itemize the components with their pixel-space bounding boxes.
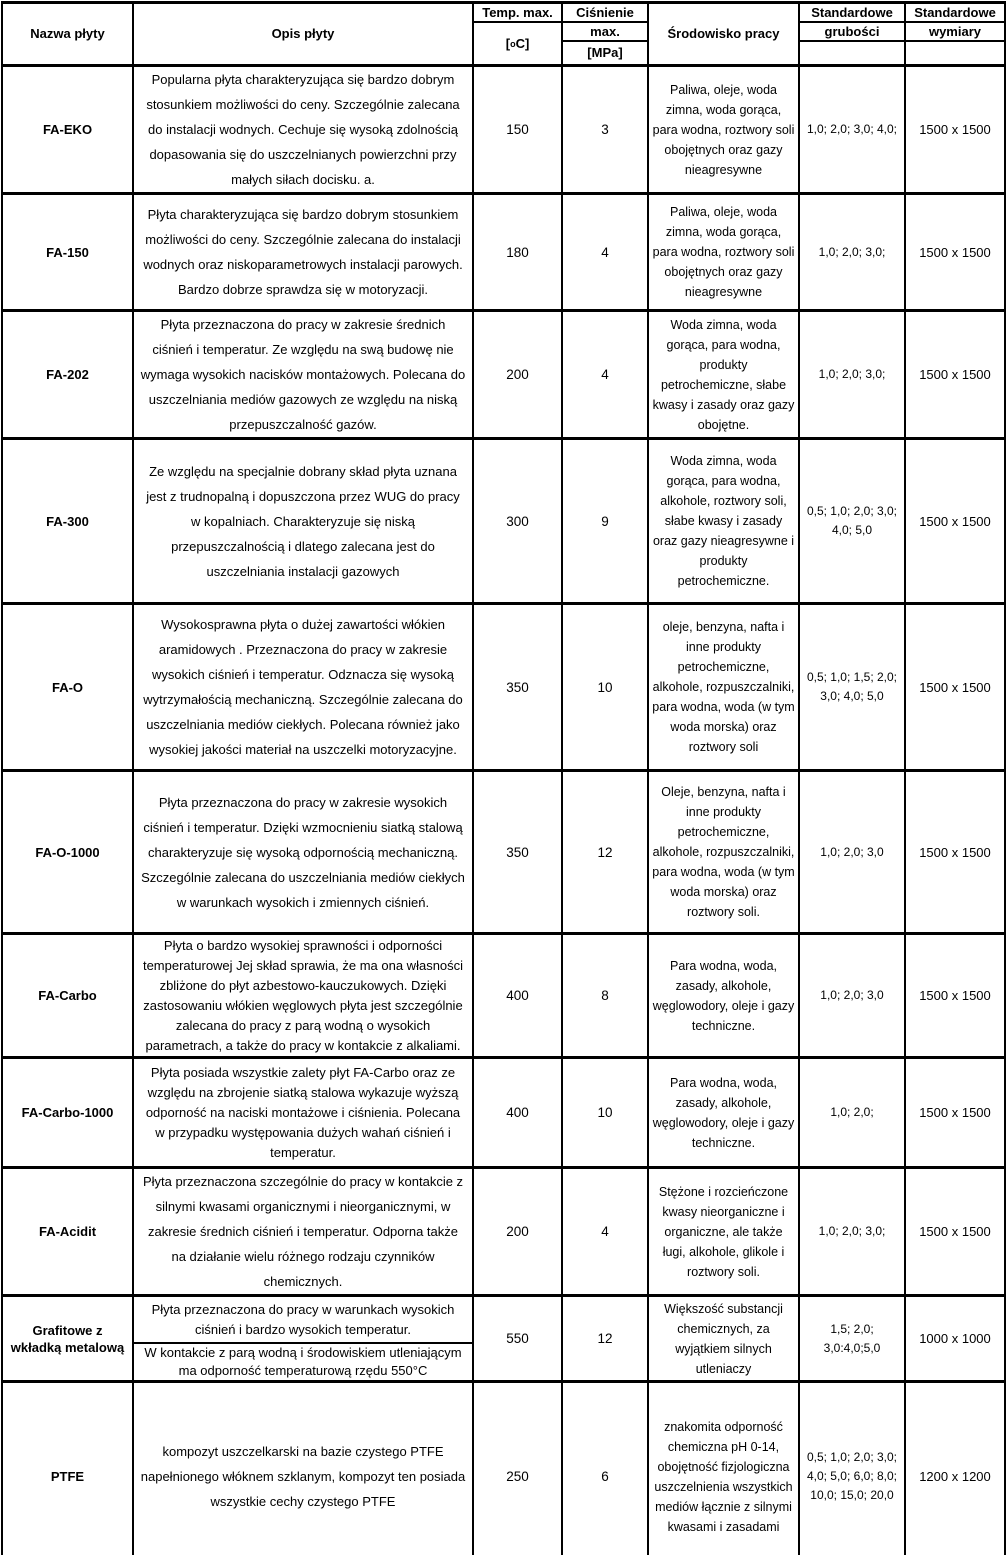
temp-max-cell: 350 — [473, 771, 562, 934]
thickness-cell: 1,0; 2,0; 3,0; — [799, 1168, 905, 1296]
plate-name-cell: FA-Acidit — [2, 1168, 133, 1296]
temp-unit-sub: o — [510, 38, 516, 49]
header-environment: Środowisko pracy — [648, 3, 799, 66]
plate-name-cell: Grafitowe z wkładką metalową — [2, 1296, 133, 1382]
header-temp-max-unit — [474, 23, 561, 64]
dimensions-cell: 1500 x 1500 — [905, 311, 1005, 439]
header-plate-name: Nazwa płyty — [2, 3, 133, 66]
table-row-fa-202 — [2, 311, 1005, 439]
plate-name-cell: FA-O — [2, 604, 133, 771]
temp-unit-open: [ — [505, 35, 511, 51]
header-thickness-line2: grubości — [800, 23, 904, 42]
plate-description-cell: Płyta charakteryzująca się bardzo dobrym stosunkiem możliwości do ceny. Szczególnie zalecana do instalacji wodnych oraz niskoparametrowych instalacji parowych. Bardzo dobrze sprawdza się w motoryzacji. — [133, 194, 473, 311]
plate-description-cell — [133, 1296, 473, 1382]
table-row-fa-o — [2, 604, 1005, 771]
pressure-max-cell: 8 — [562, 934, 648, 1058]
table-header — [2, 3, 1005, 66]
temp-max-cell: 400 — [473, 934, 562, 1058]
pressure-max-cell: 6 — [562, 1382, 648, 1555]
thickness-cell: 0,5; 1,0; 1,5; 2,0; 3,0; 4,0; 5,0 — [799, 604, 905, 771]
table-row-fa-eko — [2, 66, 1005, 194]
table-row-fa-150 — [2, 194, 1005, 311]
plate-description-cell: Płyta przeznaczona do pracy w zakresie wysokich ciśnień i temperatur. Dzięki wzmocnieniu siatką stalową charakteryzuje się wysoką odpornością mechaniczną. Szczególnie zalecana do uszczelniania mediów ciekłych w warunkach wysokich i zmiennych ciśnień. — [133, 771, 473, 934]
table-row-fa-300 — [2, 439, 1005, 604]
plate-name-cell: FA-Carbo-1000 — [2, 1058, 133, 1168]
plate-description-cell: Płyta posiada wszystkie zalety płyt FA-Carbo oraz ze względu na zbrojenie siatką stalowa wykazuje wyższą odporność na naciski montażowe i ciśnienia. Polecana w przypadku występowania dużych wahań ciśnień i temperatur. — [133, 1058, 473, 1168]
environment-cell: Woda zimna, woda gorąca, para wodna, alkohole, roztwory soli, słabe kwasy i zasady oraz gazy nieagresywne i produkty petrochemiczne. — [648, 439, 799, 604]
table-row-grafitowe — [2, 1296, 1005, 1382]
thickness-cell: 1,0; 2,0; 3,0; 4,0; — [799, 66, 905, 194]
header-thickness-empty — [800, 42, 904, 64]
plate-description-cell: Płyta przeznaczona szczególnie do pracy w kontakcie z silnymi kwasami organicznymi i nieorganicznymi, w zakresie średnich ciśnień i temperatur. Odporna także na działanie wielu różnego rodzaju czynników chemicznych. — [133, 1168, 473, 1296]
thickness-cell: 0,5; 1,0; 2,0; 3,0; 4,0; 5,0 — [799, 439, 905, 604]
pressure-max-cell: 10 — [562, 1058, 648, 1168]
thickness-cell: 1,0; 2,0; 3,0 — [799, 934, 905, 1058]
plate-name-cell: FA-O-1000 — [2, 771, 133, 934]
environment-cell: Stężone i rozcieńczone kwasy nieorganiczne i organiczne, ale także ługi, alkohole, glikole i roztwory soli. — [648, 1168, 799, 1296]
temp-max-cell: 200 — [473, 311, 562, 439]
dimensions-cell: 1000 x 1000 — [905, 1296, 1005, 1382]
temp-max-cell: 550 — [473, 1296, 562, 1382]
header-thickness — [799, 3, 905, 66]
dimensions-cell: 1500 x 1500 — [905, 1168, 1005, 1296]
plate-description-part1: Płyta przeznaczona do pracy w warunkach wysokich ciśnień i bardzo wysokich temperatur. — [134, 1298, 472, 1344]
pressure-max-cell: 10 — [562, 604, 648, 771]
plate-name-cell: FA-Carbo — [2, 934, 133, 1058]
temp-max-cell: 250 — [473, 1382, 562, 1555]
header-row — [2, 3, 1005, 66]
header-thickness-line1: Standardowe — [800, 4, 904, 23]
environment-cell: Para wodna, woda, zasady, alkohole, węglowodory, oleje i gazy techniczne. — [648, 1058, 799, 1168]
plate-name-cell: PTFE — [2, 1382, 133, 1555]
dimensions-cell: 1500 x 1500 — [905, 771, 1005, 934]
environment-cell: Paliwa, oleje, woda zimna, woda gorąca, para wodna, roztwory soli obojętnych oraz gazy nieagresywne — [648, 194, 799, 311]
plate-description-cell: Płyta przeznaczona do pracy w zakresie średnich ciśnień i temperatur. Ze względu na swą budowę nie wymaga wysokich nacisków montażowych. Polecana do uszczelniania mediów gazowych ze względu na niską przepuszczalność gazów. — [133, 311, 473, 439]
dimensions-cell: 1200 x 1200 — [905, 1382, 1005, 1555]
plate-description-part2: W kontakcie z parą wodną i środowiskiem utleniającym ma odporność temperaturową rzędu 550°C — [144, 1344, 462, 1378]
header-pressure-unit: [MPa] — [587, 45, 623, 60]
header-pressure-title: Ciśnienie — [563, 4, 647, 23]
header-temp-max-title: Temp. max. — [474, 4, 561, 23]
header-dimensions-line1: Standardowe — [906, 4, 1004, 23]
pressure-max-cell: 12 — [562, 1296, 648, 1382]
thickness-cell: 1,0; 2,0; 3,0; — [799, 311, 905, 439]
pressure-max-cell: 4 — [562, 311, 648, 439]
table-row-ptfe — [2, 1382, 1005, 1555]
dimensions-cell: 1500 x 1500 — [905, 66, 1005, 194]
environment-cell: Para wodna, woda, zasady, alkohole, węglowodory, oleje i gazy techniczne. — [648, 934, 799, 1058]
header-temp-max — [473, 3, 562, 66]
header-plate-description: Opis płyty — [133, 3, 473, 66]
environment-cell: Większość substancji chemicznych, za wyjątkiem silnych utleniaczy — [648, 1296, 799, 1382]
temp-max-cell: 150 — [473, 66, 562, 194]
pressure-max-cell: 9 — [562, 439, 648, 604]
header-dimensions-empty — [906, 42, 1004, 64]
header-dimensions-line2: wymiary — [906, 23, 1004, 42]
temp-max-cell: 180 — [473, 194, 562, 311]
pressure-max-cell: 4 — [562, 194, 648, 311]
thickness-cell: 1,0; 2,0; — [799, 1058, 905, 1168]
temp-max-cell: 400 — [473, 1058, 562, 1168]
environment-cell: Paliwa, oleje, woda zimna, woda gorąca, para wodna, roztwory soli obojętnych oraz gazy nieagresywne — [648, 66, 799, 194]
plate-description-cell: kompozyt uszczelkarski na bazie czystego PTFE napełnionego włóknem szklanym, kompozyt ten posiada wszystkie cechy czystego PTFE — [133, 1382, 473, 1555]
temp-max-cell: 300 — [473, 439, 562, 604]
table-row-fa-acidit — [2, 1168, 1005, 1296]
temp-unit-close: C] — [515, 35, 530, 51]
plate-description-cell: Popularna płyta charakteryzująca się bardzo dobrym stosunkiem możliwości do ceny. Szczególnie zalecana do instalacji wodnych. Cechuje się wysoką zdolnością dopasowania się do uszczelnianych powierzchni przy małych siłach docisku. a. — [133, 66, 473, 194]
dimensions-cell: 1500 x 1500 — [905, 604, 1005, 771]
dimensions-cell: 1500 x 1500 — [905, 934, 1005, 1058]
thickness-cell: 1,0; 2,0; 3,0 — [799, 771, 905, 934]
dimensions-cell: 1500 x 1500 — [905, 439, 1005, 604]
temp-max-cell: 200 — [473, 1168, 562, 1296]
plate-name-cell: FA-150 — [2, 194, 133, 311]
environment-cell: oleje, benzyna, nafta i inne produkty petrochemiczne, alkohole, rozpuszczalniki, para wodna, woda (w tym woda morska) oraz roztwory soli — [648, 604, 799, 771]
header-pressure-sub: max. — [563, 23, 647, 42]
plate-name-cell: FA-300 — [2, 439, 133, 604]
thickness-cell: 1,5; 2,0; 3,0:4,0;5,0 — [799, 1296, 905, 1382]
plate-description-cell: Płyta o bardzo wysokiej sprawności i odporności temperaturowej Jej skład sprawia, że ma ona własności zbliżone do płyt azbestowo-kauczukowych. Dzięki zastosowaniu włókien węglowych płyta jest szczególnie zalecana do pracy z parą wodną o wysokich parametrach, a także do pracy w kontakcie z alkaliami. — [133, 934, 473, 1058]
environment-cell: Oleje, benzyna, nafta i inne produkty petrochemiczne, alkohole, rozpuszczalniki, para wodna, woda (w tym woda morska) oraz roztwory soli. — [648, 771, 799, 934]
pressure-max-cell: 3 — [562, 66, 648, 194]
pressure-max-cell: 4 — [562, 1168, 648, 1296]
table-row-fa-carbo — [2, 934, 1005, 1058]
environment-cell: znakomita odporność chemiczna pH 0-14, obojętność fizjologiczna uszczelnienia wszystkich mediów łącznie z silnymi kwasami i zasadami — [648, 1382, 799, 1555]
gasket-plate-spec-table — [1, 1, 1006, 1555]
environment-cell: Woda zimna, woda gorąca, para wodna, produkty petrochemiczne, słabe kwasy i zasady oraz gazy obojętne. — [648, 311, 799, 439]
header-pressure-max — [562, 3, 648, 66]
thickness-cell: 1,0; 2,0; 3,0; — [799, 194, 905, 311]
table-row-fa-o-1000 — [2, 771, 1005, 934]
plate-name-cell: FA-202 — [2, 311, 133, 439]
plate-description-cell: Ze względu na specjalnie dobrany skład płyta uznana jest z trudnopalną i dopuszczona przez WUG do pracy w kopalniach. Charakteryzuje się niską przepuszczalnością i dlatego zalecana jest do uszczelniania instalacji gazowych — [133, 439, 473, 604]
pressure-max-cell: 12 — [562, 771, 648, 934]
table-row-fa-carbo-1000 — [2, 1058, 1005, 1168]
plate-name-cell: FA-EKO — [2, 66, 133, 194]
dimensions-cell: 1500 x 1500 — [905, 194, 1005, 311]
header-dimensions — [905, 3, 1005, 66]
thickness-cell: 0,5; 1,0; 2,0; 3,0; 4,0; 5,0; 6,0; 8,0; 10,0; 15,0; 20,0 — [799, 1382, 905, 1555]
temp-max-cell: 350 — [473, 604, 562, 771]
dimensions-cell: 1500 x 1500 — [905, 1058, 1005, 1168]
plate-description-cell: Wysokosprawna płyta o dużej zawartości włókien aramidowych . Przeznaczona do pracy w zakresie wysokich ciśnień i temperatur. Odznacza się wysoką wytrzymałością mechaniczną. Szczególnie zalecana do uszczelniania mediów ciekłych. Polecana również jako wysokiej jakości materiał na uszczelki motoryzacyjne. — [133, 604, 473, 771]
